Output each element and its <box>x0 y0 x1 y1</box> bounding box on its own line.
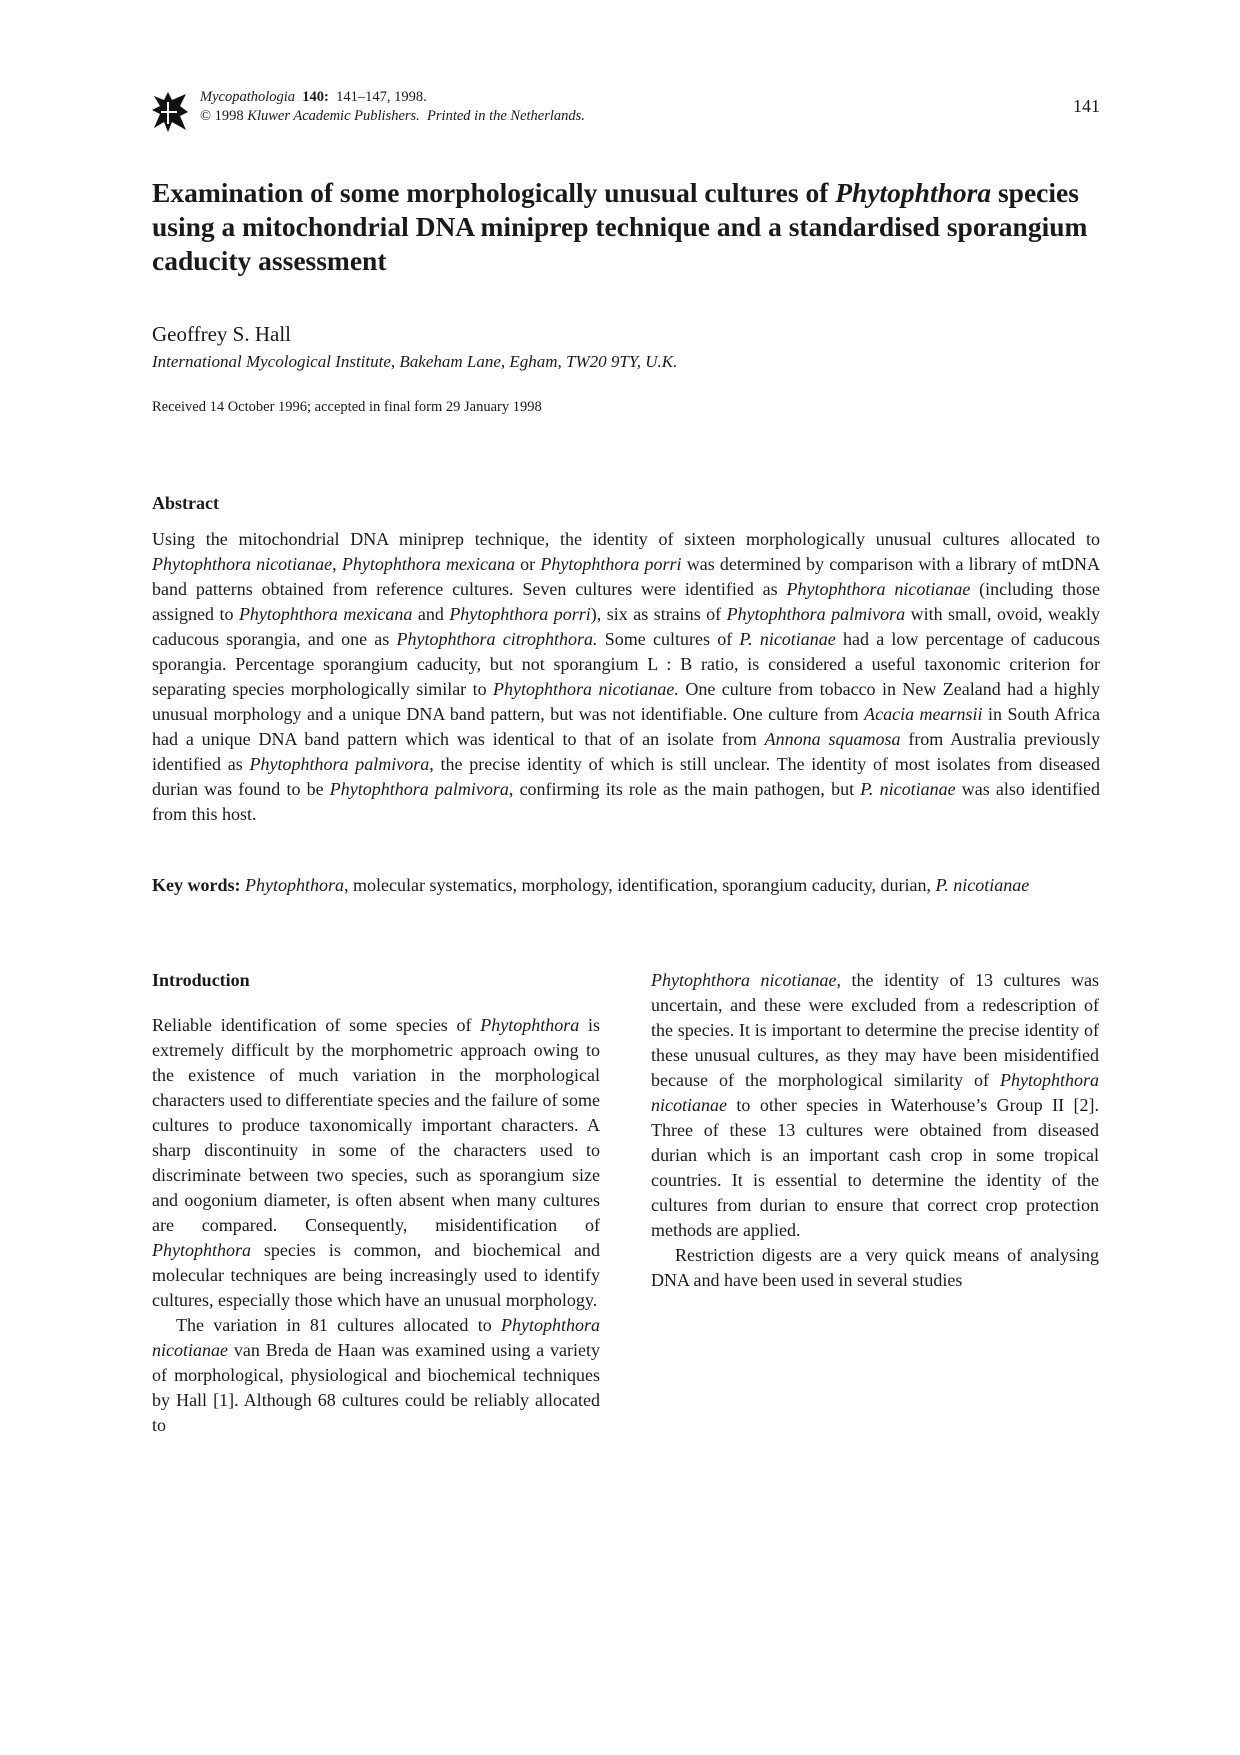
author-name: Geoffrey S. Hall <box>152 322 291 346</box>
keywords-label: Key words: <box>152 875 241 895</box>
abstract-text: Using the mitochondrial DNA miniprep technique, the identity of sixteen morphologically unusual cultures allocated to Phytophthora nicotianae, Phytophthora mexicana or Phytophthora porri was determined by comparison with a library of mtDNA band patterns obtained from reference cultures. Seven cultures were identified as Phytophthora nicotianae (including those assigned to Phytophthora mexicana and Phytophthora porri), six as strains of Phytophthora palmivora with small, ovoid, weakly caducous sporangia, and one as Phytophthora citrophthora. Some cultures of P. nicotianae had a low percentage of caducous sporangia. Percentage sporangium caducity, but not sporangium L : B ratio, is considered a useful taxonomic criterion for separating species morphologically similar to Phytophthora nicotianae. One culture from tobacco in New Zealand had a highly unusual morphology and a unique DNA band pattern, but was not identifiable. One culture from Acacia mearnsii in South Africa had a unique DNA band pattern which was identical to that of an isolate from Annona squamosa from Australia previously identified as Phytophthora palmivora, the precise identity of which is still unclear. The identity of most isolates from diseased durian was found to be Phytophthora palmivora, confirming its role as the main pathogen, but P. nicotianae was also identified from this host. <box>152 529 1101 824</box>
intro-paragraph-2: The variation in 81 cultures allocated to Phytophthora nicotianae van Breda de Haan was examined using a variety of morphological, physiological and biochemical techniques by Hall [1]. Although 68 cultures could be reliably allocated to <box>152 1315 600 1435</box>
introduction-heading: Introduction <box>152 970 250 990</box>
publisher-logo-icon <box>152 90 188 134</box>
copyright-line <box>200 107 585 126</box>
author-affiliation: International Mycological Institute, Bakeham Lane, Egham, TW20 9TY, U.K. <box>152 352 678 371</box>
keywords: Key words: Phytophthora, molecular systematics, morphology, identification, sporangium caducity, durian, P. nicotianae <box>152 875 1030 895</box>
printed-location: Printed in the Netherlands. <box>427 108 585 124</box>
intro-paragraph-2-continued: Phytophthora nicotianae, the identity of 13 cultures was uncertain, and these were excluded from a redescription of the species. It is important to determine the precise identity of these unusual cultures, as they may have been misidentified because of the morphological similarity of Phytophthora nicotianae to other species in Waterhouse’s Group II [2]. Three of these 13 cultures were obtained from diseased durian which is an important cash crop in some tropical countries. It is essential to determine the identity of the cultures from durian to ensure that correct crop protection methods are applied. <box>651 970 1099 1240</box>
abstract-heading: Abstract <box>152 493 219 513</box>
journal-name: Mycopathologia <box>200 89 296 105</box>
right-column <box>651 968 1099 1293</box>
copyright-symbol: © <box>200 108 212 124</box>
journal-pages: 141–147, 1998. <box>336 89 427 105</box>
title-text: Examination of some morphologically unusual cultures of <box>152 177 836 208</box>
intro-paragraph-1: Reliable identification of some species of Phytophthora is extremely difficult by the morphometric approach owing to the existence of much variation in the morphological characters used to differentiate species and the failure of some cultures to produce taxonomically important characters. A sharp discontinuity in some of the characters used to discriminate between two species, such as sporangium size and oogonium diameter, is often absent when many cultures are compared. Consequently, misidentification of Phytophthora species is common, and biochemical and molecular techniques are being increasingly used to identify cultures, especially those which have an unusual morphology. <box>152 1015 600 1310</box>
citation-line <box>200 88 585 107</box>
intro-paragraph-3: Restriction digests are a very quick means of analysing DNA and have been used in several studies <box>651 1245 1099 1290</box>
title-text-continued: species using a mitochondrial DNA miniprep technique and a standardised sporangium caducity assessment <box>152 177 1088 276</box>
journal-volume: 140: <box>302 89 329 105</box>
journal-info <box>200 88 585 126</box>
title-genus: Phytophthora <box>835 177 992 208</box>
journal-header <box>152 86 1100 136</box>
publisher-name: Kluwer Academic Publishers. <box>247 108 420 124</box>
received-date: Received 14 October 1996; accepted in final form 29 January 1998 <box>152 399 542 415</box>
left-column <box>152 968 600 1438</box>
article-title <box>152 176 1092 278</box>
copyright-year: 1998 <box>214 108 244 124</box>
page-number: 141 <box>1073 96 1100 116</box>
